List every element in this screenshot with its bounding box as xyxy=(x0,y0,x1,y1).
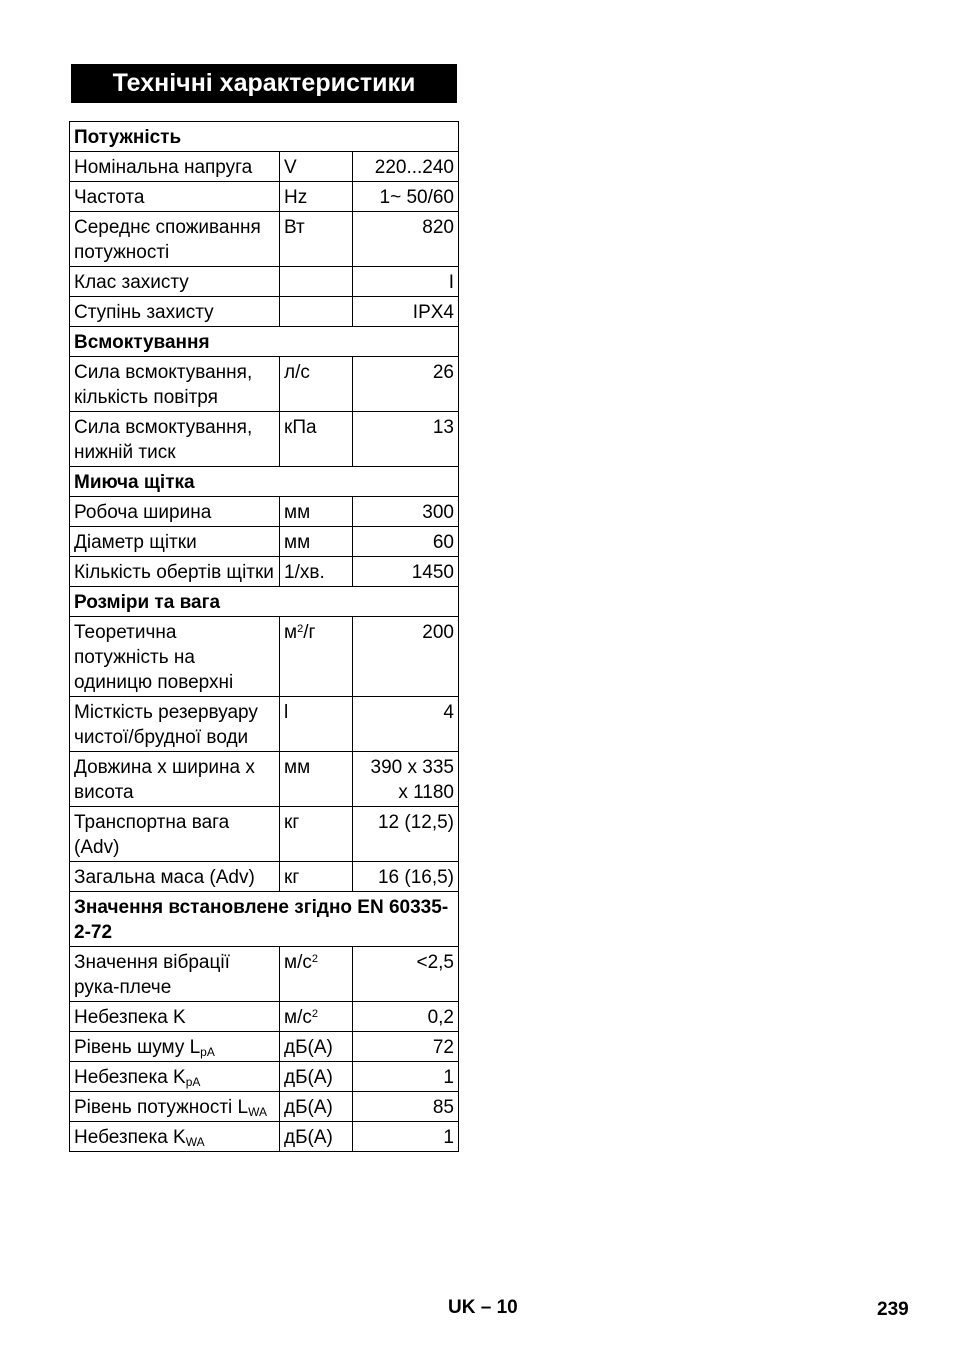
specifications-table xyxy=(69,121,459,1152)
spec-unit: л/с xyxy=(280,357,353,412)
spec-name: Транспортна вага (Adv) xyxy=(70,807,280,862)
table-row xyxy=(70,357,459,412)
section-heading: Всмоктування xyxy=(70,327,459,357)
unit-base: м/с xyxy=(284,952,312,973)
name-subscript: pA xyxy=(185,1075,201,1089)
unit-superscript: 2 xyxy=(311,1008,318,1020)
spec-unit: дБ(A) xyxy=(280,1092,353,1122)
table-row xyxy=(70,1002,459,1032)
spec-unit: дБ(A) xyxy=(280,1122,353,1152)
spec-value: 60 xyxy=(353,527,459,557)
spec-name: Номінальна напруга xyxy=(70,152,280,182)
name-subscript: WA xyxy=(185,1135,205,1149)
section-header-row xyxy=(70,587,459,617)
spec-unit: кПа xyxy=(280,412,353,467)
spec-name: Загальна маса (Adv) xyxy=(70,862,280,892)
name-base: Небезпека K xyxy=(74,1127,186,1148)
spec-name: Значення вібрації рука-плече xyxy=(70,947,280,1002)
spec-unit: мм xyxy=(280,527,353,557)
section-header-row xyxy=(70,327,459,357)
section-header-row xyxy=(70,122,459,152)
spec-value: 4 xyxy=(353,697,459,752)
footer-section-label: UK – 10 xyxy=(448,1297,518,1318)
table-row xyxy=(70,947,459,1002)
page-title: Технічні характеристики xyxy=(71,64,457,103)
spec-value: 1450 xyxy=(353,557,459,587)
spec-unit: 1/хв. xyxy=(280,557,353,587)
spec-value: 0,2 xyxy=(353,1002,459,1032)
spec-unit xyxy=(280,297,353,327)
spec-name xyxy=(70,1092,280,1122)
spec-value: 26 xyxy=(353,357,459,412)
spec-value: 1~ 50/60 xyxy=(353,182,459,212)
spec-value: IPX4 xyxy=(353,297,459,327)
table-row xyxy=(70,267,459,297)
table-row xyxy=(70,752,459,807)
spec-unit: Вт xyxy=(280,212,353,267)
spec-value: 12 (12,5) xyxy=(353,807,459,862)
spec-unit: дБ(A) xyxy=(280,1032,353,1062)
spec-name: Місткість резервуару чистої/брудної води xyxy=(70,697,280,752)
name-base: Рівень шуму L xyxy=(74,1037,201,1058)
table-row xyxy=(70,807,459,862)
section-heading: Значення встановлене згідно EN 60335-2-72 xyxy=(70,892,459,947)
name-base: Небезпека K xyxy=(74,1067,186,1088)
table-row xyxy=(70,1062,459,1092)
spec-value: <2,5 xyxy=(353,947,459,1002)
spec-value: I xyxy=(353,267,459,297)
unit-superscript: 2 xyxy=(311,953,318,965)
spec-name: Робоча ширина xyxy=(70,497,280,527)
spec-name: Діаметр щітки xyxy=(70,527,280,557)
spec-value: 820 xyxy=(353,212,459,267)
spec-name: Ступінь захисту xyxy=(70,297,280,327)
unit-base: м/с xyxy=(284,1007,312,1028)
table-row xyxy=(70,297,459,327)
name-base: Рівень потужності L xyxy=(74,1097,249,1118)
spec-value: 220...240 xyxy=(353,152,459,182)
name-subscript: WA xyxy=(248,1105,268,1119)
spec-unit xyxy=(280,1002,353,1032)
spec-name: Сила всмоктування, нижній тиск xyxy=(70,412,280,467)
table-row xyxy=(70,1092,459,1122)
spec-unit: мм xyxy=(280,752,353,807)
spec-unit xyxy=(280,947,353,1002)
section-header-row xyxy=(70,467,459,497)
spec-unit xyxy=(280,617,353,697)
table-row xyxy=(70,617,459,697)
name-subscript: pA xyxy=(200,1045,215,1059)
spec-name: Середнє споживання потужності xyxy=(70,212,280,267)
table-row xyxy=(70,212,459,267)
spec-name: Теоретична потужність на одиницю поверхні xyxy=(70,617,280,697)
unit-tail: /г xyxy=(303,622,316,643)
section-header-row xyxy=(70,892,459,947)
spec-unit: кг xyxy=(280,862,353,892)
spec-value: 13 xyxy=(353,412,459,467)
spec-unit: кг xyxy=(280,807,353,862)
table-row xyxy=(70,152,459,182)
spec-name xyxy=(70,1032,280,1062)
spec-name xyxy=(70,1122,280,1152)
spec-name: Частота xyxy=(70,182,280,212)
spec-name: Небезпека K xyxy=(70,1002,280,1032)
spec-value: 1 xyxy=(353,1062,459,1092)
spec-unit: дБ(A) xyxy=(280,1062,353,1092)
spec-name: Клас захисту xyxy=(70,267,280,297)
spec-unit: Hz xyxy=(280,182,353,212)
table-row xyxy=(70,862,459,892)
unit-superscript: 2 xyxy=(297,623,304,635)
spec-value: 1 xyxy=(353,1122,459,1152)
spec-value: 300 xyxy=(353,497,459,527)
spec-value: 390 x 335 x 1180 xyxy=(353,752,459,807)
table-row xyxy=(70,1122,459,1152)
spec-value: 85 xyxy=(353,1092,459,1122)
section-heading: Потужність xyxy=(70,122,459,152)
table-row xyxy=(70,527,459,557)
section-heading: Миюча щітка xyxy=(70,467,459,497)
spec-unit xyxy=(280,267,353,297)
spec-unit: l xyxy=(280,697,353,752)
table-row xyxy=(70,557,459,587)
table-row xyxy=(70,697,459,752)
spec-unit: V xyxy=(280,152,353,182)
page-number: 239 xyxy=(877,1299,909,1320)
section-heading: Розміри та вага xyxy=(70,587,459,617)
spec-unit: мм xyxy=(280,497,353,527)
table-row xyxy=(70,497,459,527)
spec-name xyxy=(70,1062,280,1092)
spec-value: 16 (16,5) xyxy=(353,862,459,892)
unit-base: м xyxy=(284,622,298,643)
spec-value: 72 xyxy=(353,1032,459,1062)
table-row xyxy=(70,1032,459,1062)
spec-name: Сила всмоктування, кількість повітря xyxy=(70,357,280,412)
spec-name: Кількість обертів щітки xyxy=(70,557,280,587)
table-row xyxy=(70,412,459,467)
spec-name: Довжина x ширина x висота xyxy=(70,752,280,807)
spec-value: 200 xyxy=(353,617,459,697)
table-row xyxy=(70,182,459,212)
